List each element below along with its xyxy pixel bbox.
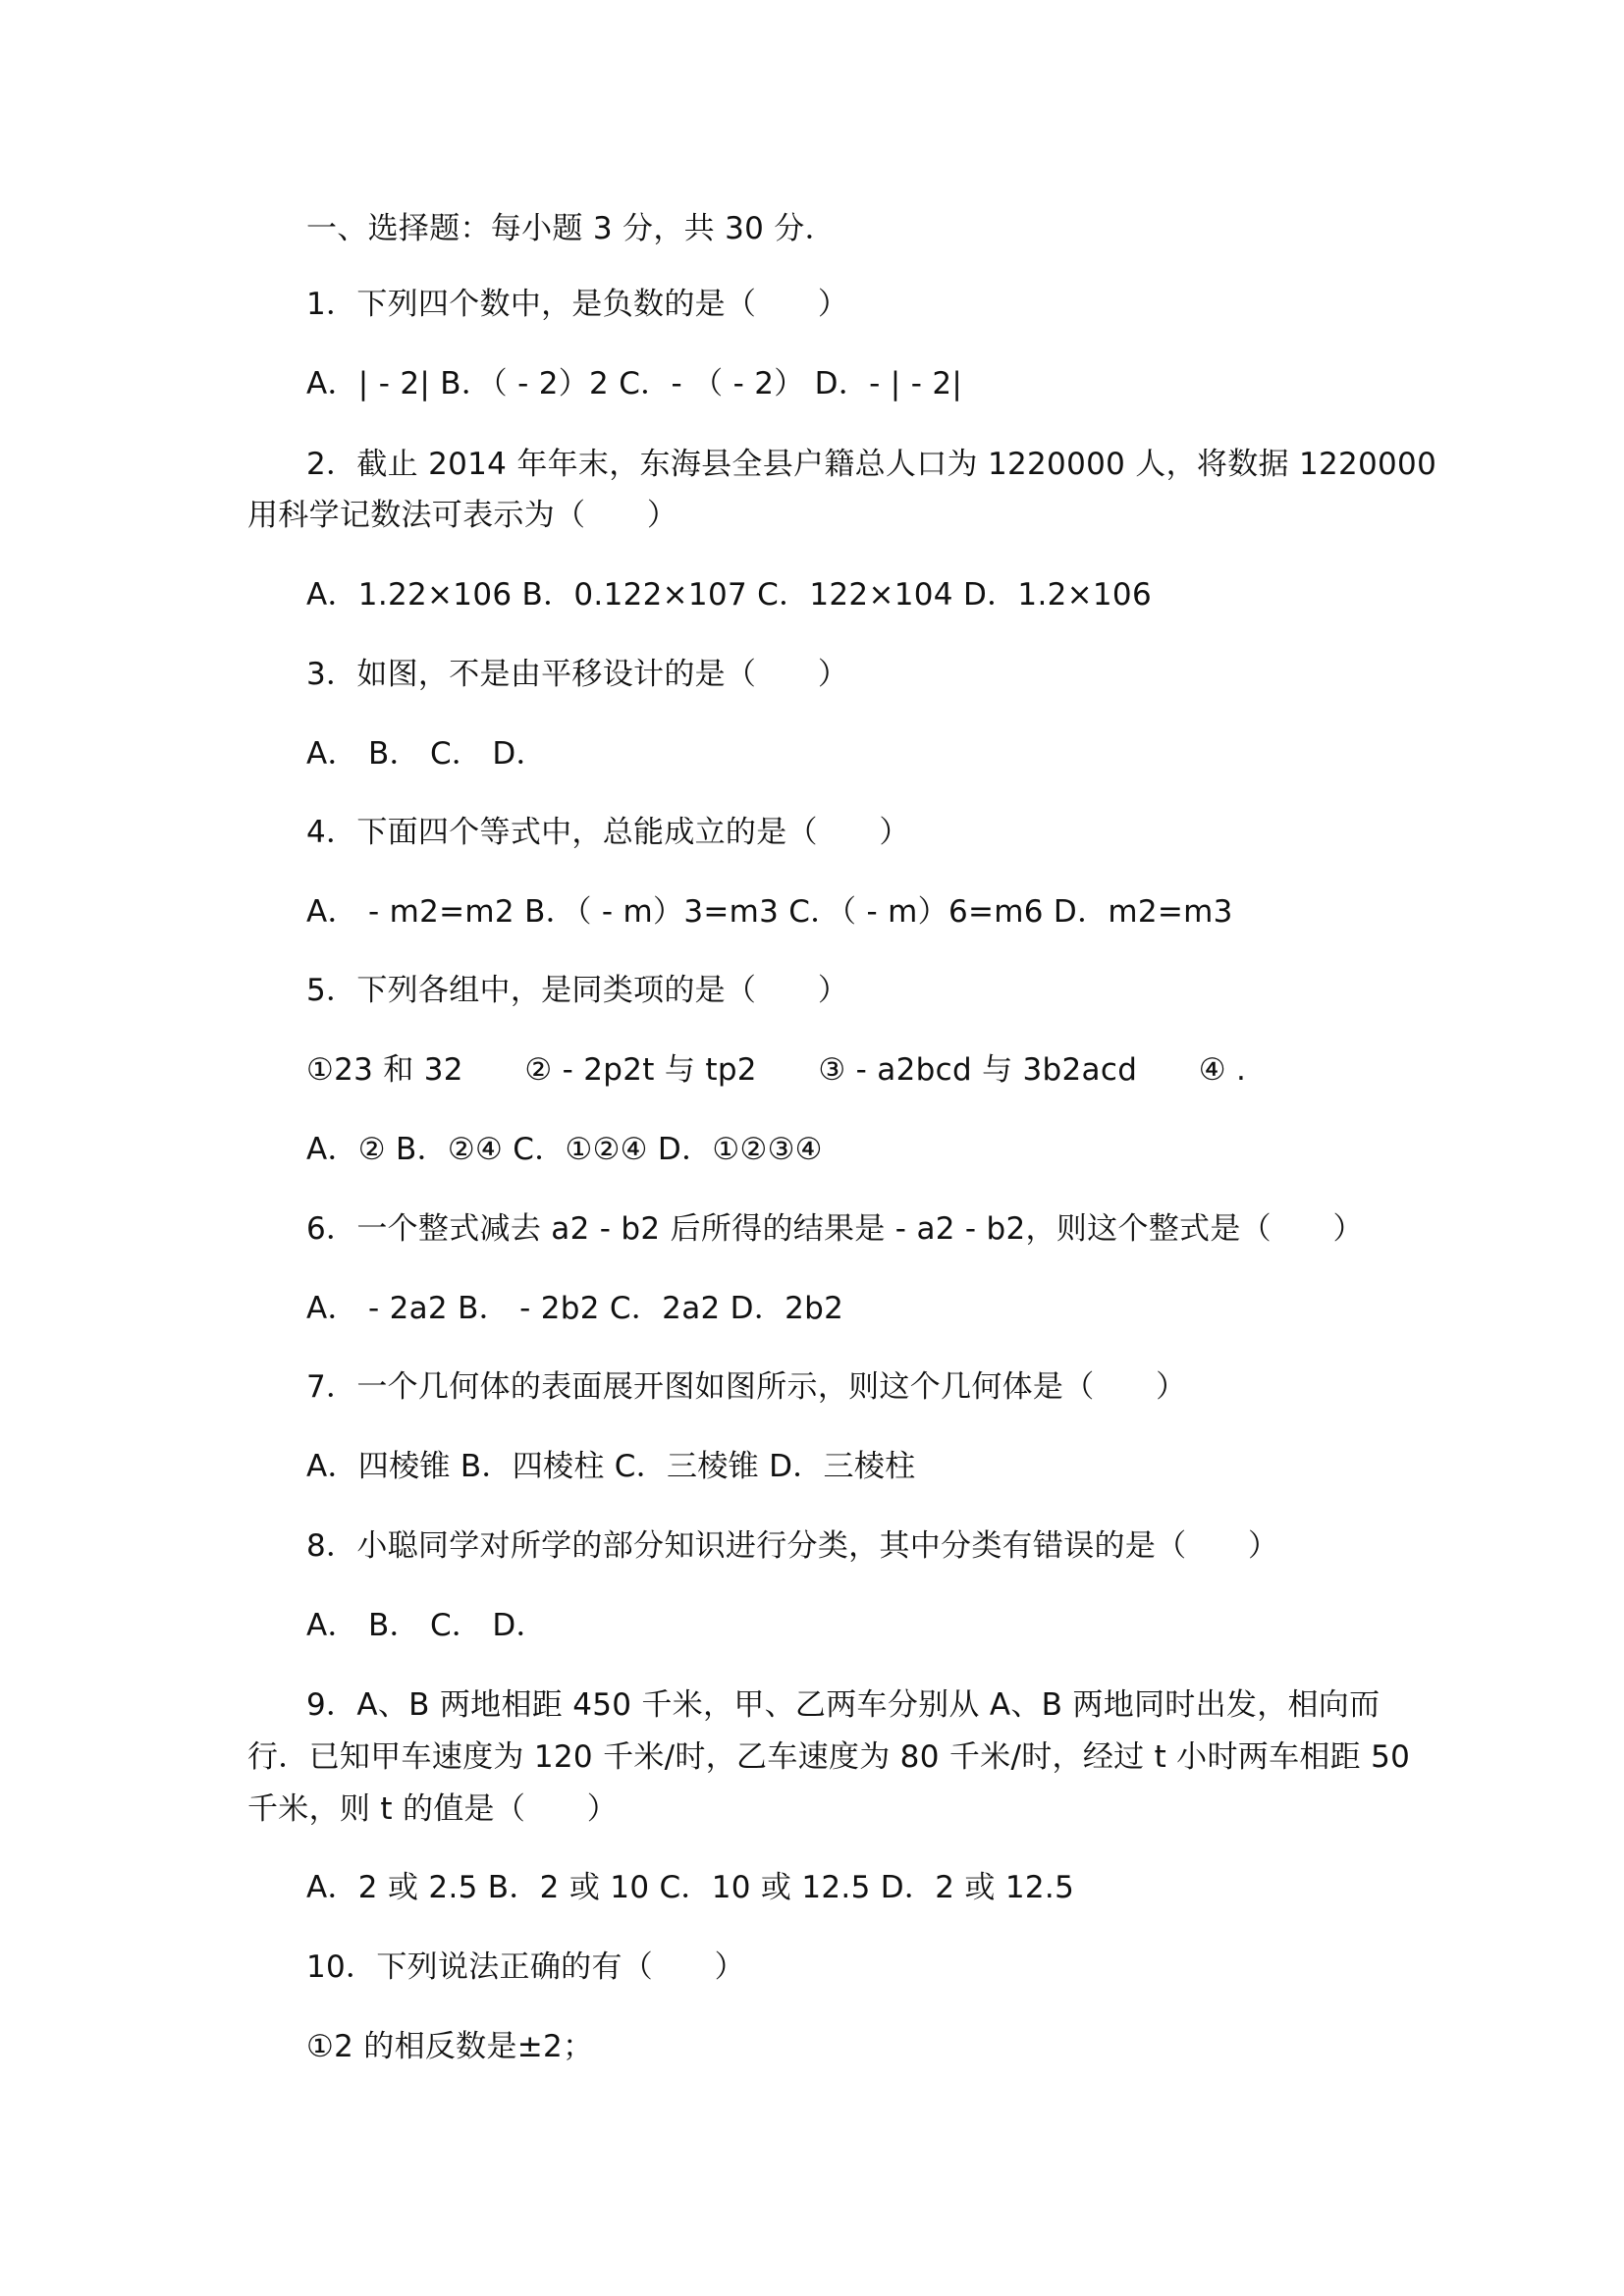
question-2-stem-line-1: 2．截止 2014 年年末，东海县全县户籍总人口为 1220000 人，将数据 1220000	[306, 447, 1437, 482]
section-heading: 一、选择题：每小题 3 分，共 30 分．	[306, 211, 836, 246]
question-5-stem: 5．下列各组中，是同类项的是（ ）	[306, 973, 849, 1008]
question-9-stem-line-1: 9．A、B 两地相距 450 千米，甲、乙两车分别从 A、B 两地同时出发，相向而	[306, 1687, 1380, 1723]
question-3-options: A． B． C． D．	[306, 736, 547, 772]
question-5-items: ①23 和 32 ② - 2p2t 与 tp2 ③ - a2bcd 与 3b2acd ④ .	[306, 1052, 1247, 1088]
question-9-stem-line-2: 行．已知甲车速度为 120 千米/时，乙车速度为 80 千米/时，经过 t 小时两车相距 50	[247, 1739, 1411, 1775]
question-6-stem: 6．一个整式减去 a2 - b2 后所得的结果是 - a2 - b2，则这个整式是（ ）	[306, 1211, 1364, 1247]
question-4-options: A． - m2=m2 B．（ - m）3=m3 C．（ - m）6=m6 D．m2=m3	[306, 894, 1233, 930]
question-7-stem: 7．一个几何体的表面展开图如图所示，则这个几何体是（ ）	[306, 1369, 1187, 1405]
question-5-options: A．② B．②④ C．①②④ D．①②③④	[306, 1132, 823, 1167]
question-8-stem: 8．小聪同学对所学的部分知识进行分类，其中分类有错误的是（ ）	[306, 1528, 1279, 1564]
question-10-statement-1: ①2 的相反数是±2；	[306, 2029, 594, 2064]
question-7-options: A．四棱锥 B．四棱柱 C．三棱锥 D．三棱柱	[306, 1449, 916, 1484]
question-1-stem: 1．下列四个数中，是负数的是（ ）	[306, 287, 849, 322]
question-3-stem: 3．如图，不是由平移设计的是（ ）	[306, 657, 849, 692]
question-10-stem: 10．下列说法正确的有（ ）	[306, 1949, 745, 1985]
question-1-options: A．| - 2| B．（ - 2）2 C．- （ - 2） D．- | - 2|	[306, 366, 963, 401]
question-9-stem-line-3: 千米，则 t 的值是（ ）	[247, 1791, 619, 1827]
question-8-options: A． B． C． D．	[306, 1608, 547, 1643]
question-6-options: A． - 2a2 B． - 2b2 C．2a2 D．2b2	[306, 1291, 844, 1326]
question-9-options: A．2 或 2.5 B．2 或 10 C．10 或 12.5 D．2 或 12.5	[306, 1870, 1075, 1905]
question-4-stem: 4．下面四个等式中，总能成立的是（ ）	[306, 815, 910, 850]
question-2-stem-line-2: 用科学记数法可表示为（ ）	[247, 498, 678, 533]
question-2-options: A．1.22×106 B．0.122×107 C．122×104 D．1.2×106	[306, 577, 1152, 613]
